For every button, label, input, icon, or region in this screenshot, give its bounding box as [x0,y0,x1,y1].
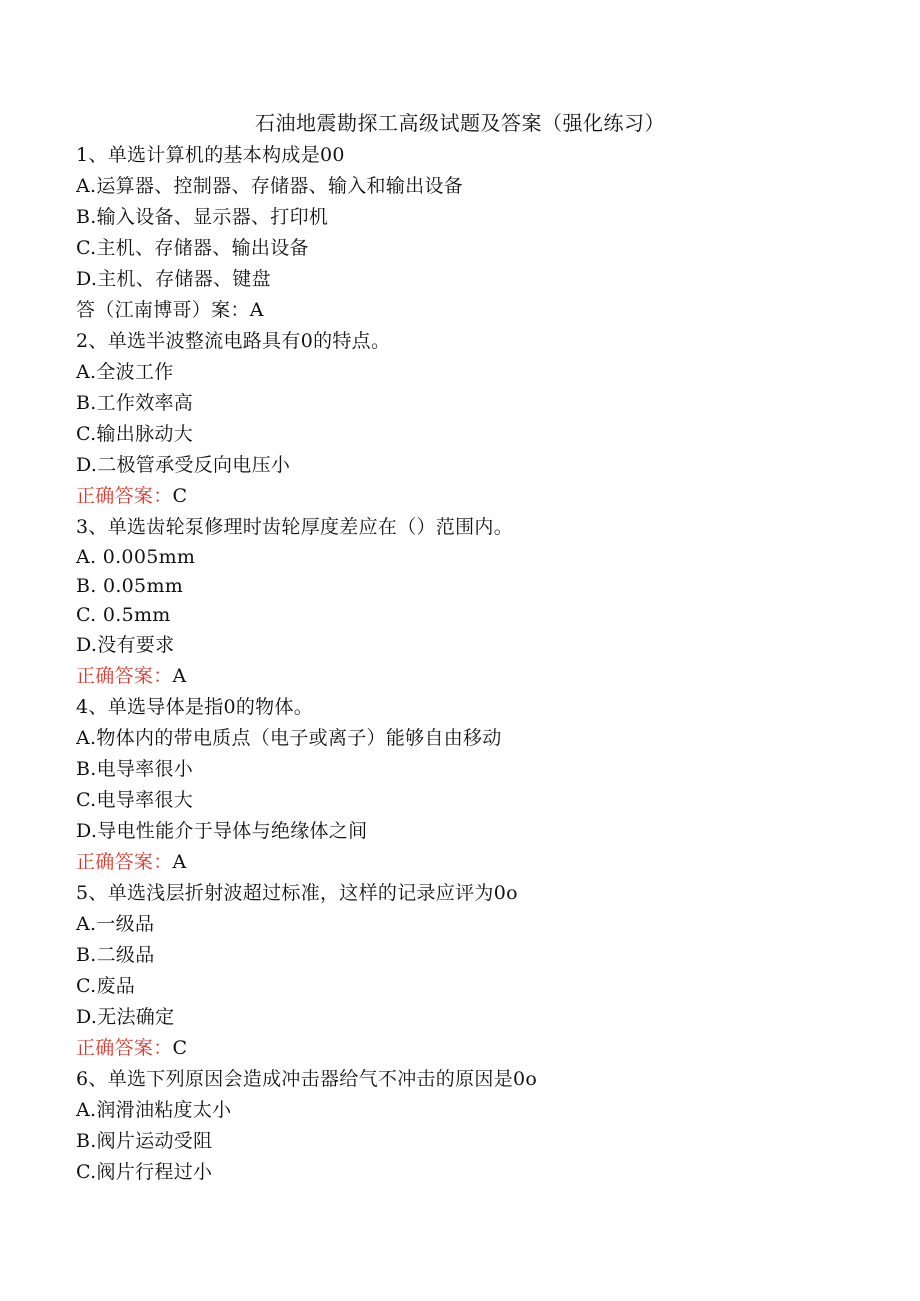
document-title: 石油地震勘探工高级试题及答案（强化练习） [255,111,665,135]
answer-line [76,481,876,512]
option-b: B.输入设备、显示器、打印机 [76,206,329,228]
option-d: D.导电性能介于导体与绝缘体之间 [76,820,368,842]
answer-line [76,1033,876,1064]
question-stem: 2、单选半波整流电路具有0的特点。 [76,330,391,352]
option-a: A. 0.005mm [76,546,196,568]
option-d: D.无法确定 [76,1006,175,1028]
option-b: B.工作效率高 [76,392,194,414]
question-stem: 4、单选导体是指0的物体。 [76,696,314,718]
answer-value: A [249,299,264,321]
question-5 [76,878,876,1064]
answer-value: C [172,1037,188,1059]
question-1 [76,140,876,326]
answer-value: C [172,485,188,507]
option-a: A.物体内的带电质点（电子或离子）能够自由移动 [76,727,502,749]
question-3 [76,512,876,692]
answer-label: 正确答案： [76,485,173,507]
option-d: D.没有要求 [76,634,175,656]
option-a: A.一级品 [76,913,155,935]
option-c: C.废品 [76,975,136,997]
option-d: D.主机、存储器、键盘 [76,268,271,290]
option-d: D.二极管承受反向电压小 [76,454,291,476]
option-a: A.全波工作 [76,361,174,383]
option-a: A.运算器、控制器、存储器、输入和输出设备 [76,175,464,197]
option-b: B. 0.05mm [76,575,184,597]
answer-value: A [172,851,187,873]
answer-line [76,661,876,692]
answer-label: 正确答案： [76,851,173,873]
option-c: C.主机、存储器、输出设备 [76,237,309,259]
option-b: B.二级品 [76,944,155,966]
answer-line [76,847,876,878]
question-6 [76,1064,876,1188]
option-c: C.电导率很大 [76,789,194,811]
option-a: A.润滑油粘度太小 [76,1099,232,1121]
answer-value: A [172,665,187,687]
answer-label: 正确答案： [76,665,173,687]
answer-label: 正确答案： [76,1037,173,1059]
question-stem: 1、单选计算机的基本构成是00 [76,144,345,166]
answer-line [76,295,876,326]
option-b: B.阀片运动受阻 [76,1130,213,1152]
question-stem: 5、单选浅层折射波超过标准，这样的记录应评为0o [76,882,518,904]
option-b: B.电导率很小 [76,758,194,780]
question-2 [76,326,876,512]
question-4 [76,692,876,878]
question-stem: 3、单选齿轮泵修理时齿轮厚度差应在（）范围内。 [76,516,513,538]
answer-label: 答（江南博哥）案： [76,299,250,321]
option-c: C. 0.5mm [76,604,171,626]
question-list [76,140,876,1188]
option-c: C.阀片行程过小 [76,1161,213,1183]
question-stem: 6、单选下列原因会造成冲击器给气不冲击的原因是0o [76,1068,538,1090]
option-c: C.输出脉动大 [76,423,194,445]
